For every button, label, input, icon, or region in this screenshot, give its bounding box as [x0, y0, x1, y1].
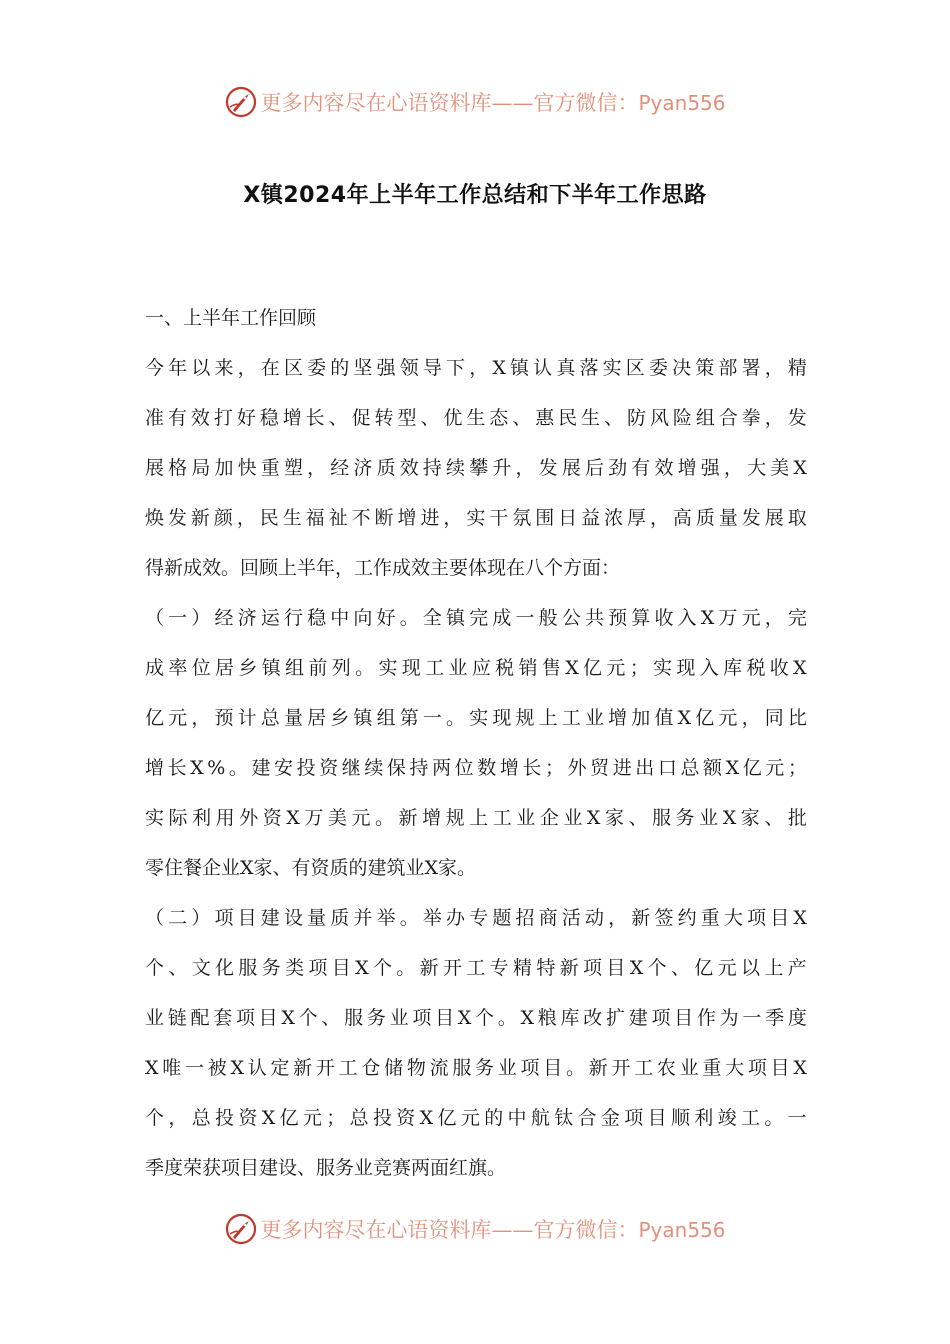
paragraph-line: 个 、 文 化 服 务 类 项 目 X 个 。 新 开 工 专 精 特 新 项 目 X 个 、 亿 元 以 上 产	[145, 957, 807, 979]
paragraph-line: 季度荣获项目建设、服务业竞赛两面红旗。	[145, 1157, 507, 1179]
paragraph-line: 零住餐企业X家、有资质的建筑业X家。	[145, 857, 477, 879]
watermark-wechat-id: Pyan556	[638, 91, 726, 115]
paragraph-line: （ 二 ） 项 目 建 设 量 质 并 举 。 举 办 专 题 招 商 活 动 ， 新 签 约 重 大 项 目 X	[145, 907, 807, 929]
paragraph-line: （ 一 ） 经 济 运 行 稳 中 向 好 。 全 镇 完 成 一 般 公 共 预 算 收 入 X 万 元 ， 完	[145, 607, 807, 629]
paragraph-line: 展 格 局 加 快 重 塑 ， 经 济 质 效 持 续 攀 升 ， 发 展 后 劲 有 效 增 强 ， 大 美 X	[145, 457, 807, 479]
watermark-main: 更多内容尽在心语资料库	[260, 1218, 492, 1242]
paragraph-line: 业 链 配 套 项 目 X 个 、 服 务 业 项 目 X 个 。 X 粮 库 改 扩 建 项 目 作 为 一 季 度	[145, 1007, 807, 1029]
paragraph-line: 个 ， 总 投 资 X 亿 元 ； 总 投 资 X 亿 元 的 中 航 钛 合 金 项 目 顺 利 竣 工 。 一	[145, 1107, 807, 1129]
paragraph-line: 焕 发 新 颜 ， 民 生 福 祉 不 断 增 进 ， 实 干 氛 围 日 益 浓 厚 ， 高 质 量 发 展 取	[145, 507, 807, 529]
paragraph-line: 成 率 位 居 乡 镇 组 前 列 。 实 现 工 业 应 税 销 售 X 亿 元 ； 实 现 入 库 税 收 X	[145, 657, 807, 679]
paragraph-line: 亿 元 ， 预 计 总 量 居 乡 镇 组 第 一 。 实 现 规 上 工 业 增 加 值 X 亿 元 ， 同 比	[145, 707, 807, 729]
watermark-banner-top	[0, 82, 950, 122]
paragraph-line: 实 际 利 用 外 资 X 万 美 元 。 新 增 规 上 工 业 企 业 X 家 、 服 务 业 X 家 、 批	[145, 807, 807, 829]
watermark-main: 更多内容尽在心语资料库	[260, 91, 492, 115]
section-heading: 一、上半年工作回顾	[145, 307, 317, 329]
paragraph-line: 准 有 效 打 好 稳 增 长 、 促 转 型 、 优 生 态 、 惠 民 生 、 防 风 险 组 合 拳 ， 发	[145, 407, 807, 429]
watermark-wechat-label: 官方微信：	[533, 1218, 639, 1242]
paragraph-line: 今 年 以 来 ， 在 区 委 的 坚 强 领 导 下 ， X 镇 认 真 落 实 区 委 决 策 部 署 ， 精	[145, 357, 807, 379]
watermark-dash: ——	[491, 91, 534, 115]
document-title: X镇2024年上半年工作总结和下半年工作思路	[243, 183, 707, 208]
watermark-text	[260, 1214, 725, 1244]
paragraph-line: 得新成效。回顾上半年，工作成效主要体现在八个方面：	[145, 557, 621, 579]
watermark-text	[260, 87, 725, 117]
watermark-wechat-label: 官方微信：	[533, 91, 639, 115]
paragraph-line: X 唯 一 被 X 认 定 新 开 工 仓 储 物 流 服 务 业 项 目 。 新 开 工 农 业 重 大 项 目 X	[145, 1057, 807, 1079]
watermark-dash: ——	[491, 1218, 534, 1242]
document-body	[145, 293, 807, 1193]
watermark-wechat-id: Pyan556	[638, 1218, 726, 1242]
pen-nib-logo-icon	[224, 85, 258, 119]
paragraph-line: 增 长 X % 。 建 安 投 资 继 续 保 持 两 位 数 增 长 ； 外 贸 进 出 口 总 额 X 亿 元 ；	[145, 757, 807, 779]
watermark-banner-bottom	[0, 1209, 950, 1249]
pen-nib-logo-icon	[224, 1212, 258, 1246]
